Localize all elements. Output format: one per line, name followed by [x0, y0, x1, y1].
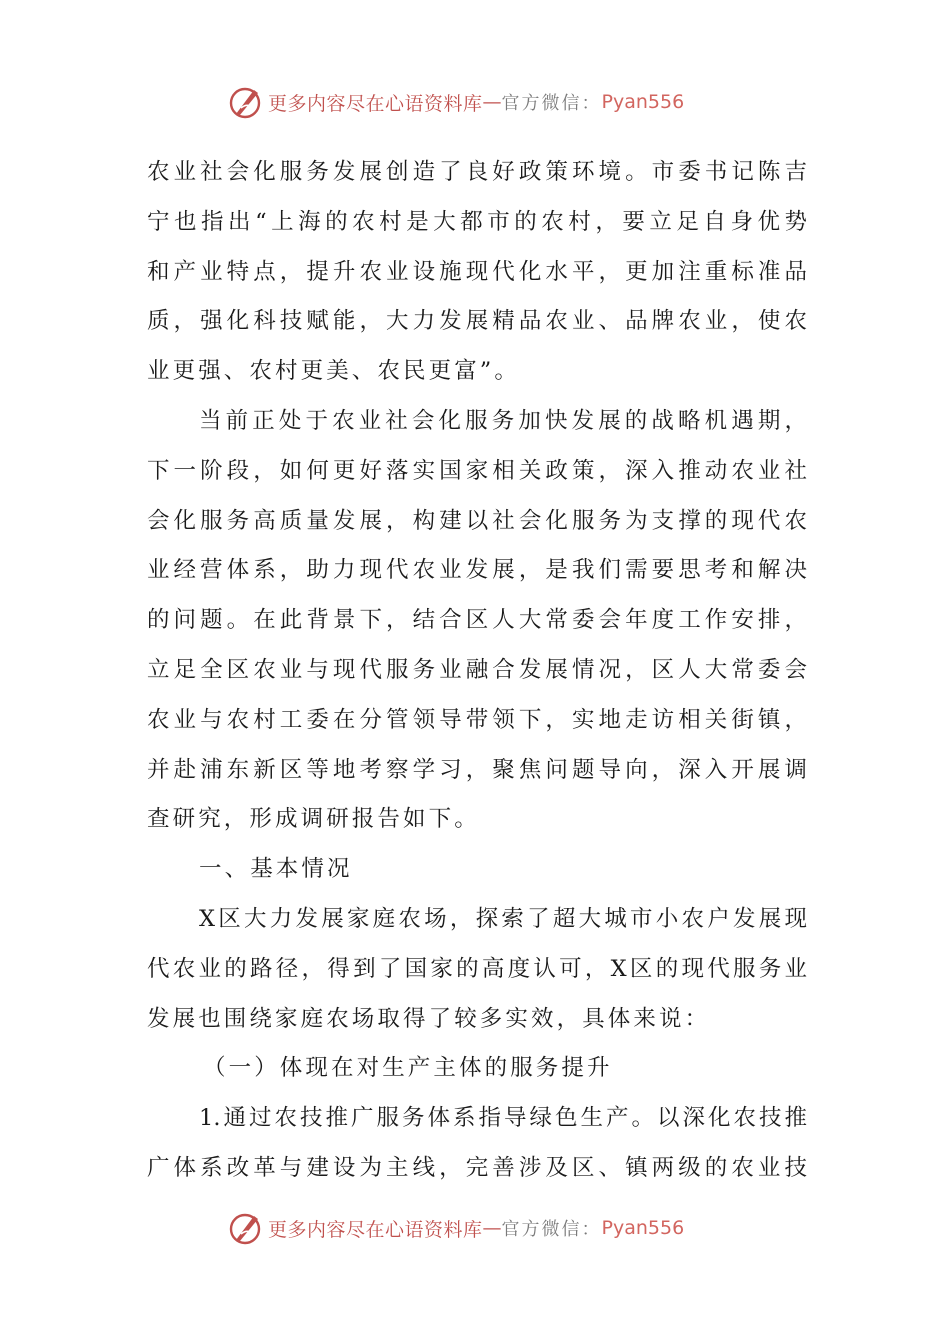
watermark-dash: —	[482, 91, 502, 113]
text-line: 发展也围绕家庭农场取得了较多实效，具体来说：	[147, 1005, 711, 1032]
text-line: 查研究，形成调研报告如下。	[147, 806, 480, 833]
text-line: 宁也指出“上海的农村是大都市的农村，要立足自身优势	[147, 208, 807, 235]
watermark-site-text: 更多内容尽在心语资料库	[268, 1218, 483, 1241]
watermark-wechat-label: 官方微信：	[501, 93, 602, 114]
watermark-banner-top	[228, 82, 728, 122]
watermark-wechat-id: Pyan556	[601, 91, 685, 113]
watermark-wechat-id: Pyan556	[601, 1217, 685, 1239]
watermark-banner-bottom	[228, 1208, 728, 1248]
text-line: 立足全区农业与现代服务业融合发展情况，区人大常委会	[147, 656, 807, 683]
quill-seal-icon	[228, 84, 264, 120]
text-line: 代农业的路径，得到了国家的高度认可，X区的现代服务业	[147, 955, 807, 982]
text-line: 农业与农村工委在分管领导带领下，实地走访相关街镇，	[147, 706, 807, 733]
document-body	[147, 148, 807, 1194]
text-line: 下一阶段，如何更好落实国家相关政策，深入推动农业社	[147, 457, 807, 484]
text-line: 和产业特点，提升农业设施现代化水平，更加注重标准品	[147, 258, 807, 285]
quill-seal-icon	[228, 1210, 264, 1246]
text-line: 并赴浦东新区等地考察学习，聚焦问题导向，深入开展调	[147, 756, 807, 783]
text-line: 广体系改革与建设为主线，完善涉及区、镇两级的农业技	[147, 1154, 807, 1181]
text-line: 1.通过农技推广服务体系指导绿色生产。以深化农技推	[199, 1105, 807, 1132]
text-line: 的问题。在此背景下，结合区人大常委会年度工作安排，	[147, 607, 807, 634]
text-line: X区大力发展家庭农场，探索了超大城市小农户发展现	[199, 905, 807, 932]
text-line: 会化服务高质量发展，构建以社会化服务为支撑的现代农	[147, 507, 807, 534]
watermark-wechat-label: 官方微信：	[501, 1219, 602, 1240]
watermark-site-text: 更多内容尽在心语资料库	[268, 92, 483, 115]
section-heading: 一、基本情况	[199, 856, 353, 883]
subsection-heading: （一）体现在对生产主体的服务提升	[203, 1055, 613, 1082]
text-line: 当前正处于农业社会化服务加快发展的战略机遇期，	[199, 407, 807, 434]
text-line: 农业社会化服务发展创造了良好政策环境。市委书记陈吉	[147, 159, 807, 185]
text-line: 业经营体系，助力现代农业发展，是我们需要思考和解决	[147, 557, 807, 584]
watermark-dash: —	[482, 1217, 502, 1239]
text-line: 质，强化科技赋能，大力发展精品农业、品牌农业，使农	[147, 308, 807, 335]
text-line: 业更强、农村更美、农民更富”。	[147, 358, 521, 385]
